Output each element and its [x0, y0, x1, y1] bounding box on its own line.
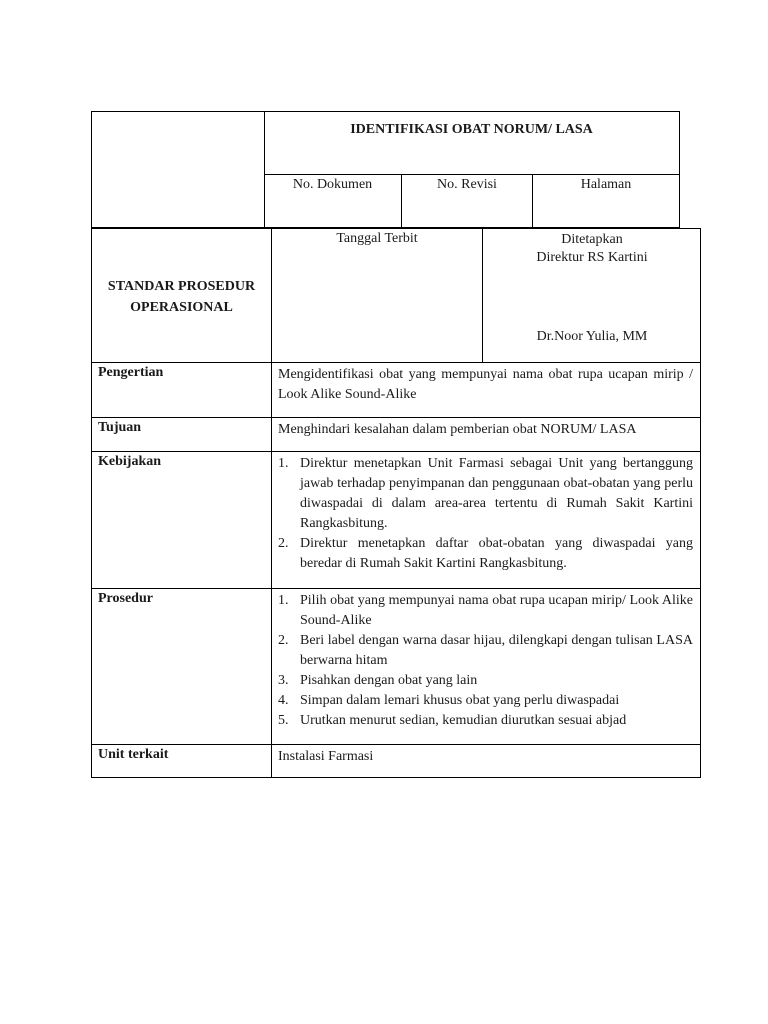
tujuan-label: Tujuan — [98, 420, 142, 435]
tanggal-terbit-label: Tanggal Terbit — [336, 231, 418, 246]
list-item: 3. Pisahkan dengan obat yang lain — [278, 673, 478, 688]
list-item: 1. Direktur menetapkan Unit Farmasi sebagai Unit yang bertanggung jawab terhadap penyimpanan dan penggunaan obat-obatan yang perlu diwaspadai di dalam area-area tertentu di Rumah Sakit Kartini Rangkasbitung. — [278, 456, 693, 531]
kebijakan-body — [272, 452, 700, 574]
document-header — [91, 111, 680, 228]
prosedur-body — [272, 589, 700, 731]
no-dokumen-label: No. Dokumen — [264, 175, 402, 227]
unit-terkait-label: Unit terkait — [98, 747, 169, 762]
list-item: 5. Urutkan menurut sedian, kemudian diurutkan sesuai abjad — [278, 713, 627, 728]
pengertian-label: Pengertian — [98, 365, 164, 380]
prosedur-list — [278, 591, 693, 731]
sop-label-line1: STANDAR PROSEDUR — [107, 278, 256, 294]
pengertian-text: Mengidentifikasi obat yang mempunyai nama obat rupa ucapan mirip / Look Alike Sound-Alike — [278, 367, 693, 402]
list-item: 4. Simpan dalam lemari khusus obat yang perlu diwaspadai — [278, 693, 620, 708]
direktur-label: Direktur RS Kartini — [536, 250, 648, 265]
kebijakan-list — [278, 454, 693, 574]
list-item: 1. Pilih obat yang mempunyai nama obat rupa ucapan mirip/ Look Alike Sound-Alike — [278, 593, 693, 628]
no-revisi-label: No. Revisi — [402, 175, 533, 227]
ditetapkan-label: Ditetapkan — [561, 232, 623, 247]
list-item: 2. Direktur menetapkan daftar obat-obatan yang diwaspadai yang beredar di Rumah Sakit Kartini Rangkasbitung. — [278, 536, 693, 571]
tujuan-text: Menghindari kesalahan dalam pemberian obat NORUM/ LASA — [278, 422, 637, 437]
unit-terkait-text: Instalasi Farmasi — [278, 749, 374, 764]
halaman-label: Halaman — [580, 177, 632, 192]
document-meta-row — [264, 175, 679, 227]
kebijakan-label: Kebijakan — [98, 454, 162, 469]
prosedur-label: Prosedur — [98, 591, 153, 606]
signer-name: Dr.Noor Yulia, MM — [536, 329, 648, 344]
document-title: IDENTIFIKASI OBAT NORUM/ LASA — [264, 112, 679, 175]
logo-cell — [92, 112, 265, 227]
ditetapkan-cell — [484, 229, 700, 362]
list-item: 2. Beri label dengan warna dasar hijau, dilengkapi dengan tulisan LASA berwarna hitam — [278, 633, 693, 668]
tanggal-terbit-cell — [272, 229, 483, 362]
sop-label — [92, 229, 271, 362]
sop-table — [91, 228, 701, 778]
sop-label-line2: OPERASIONAL — [130, 299, 233, 315]
